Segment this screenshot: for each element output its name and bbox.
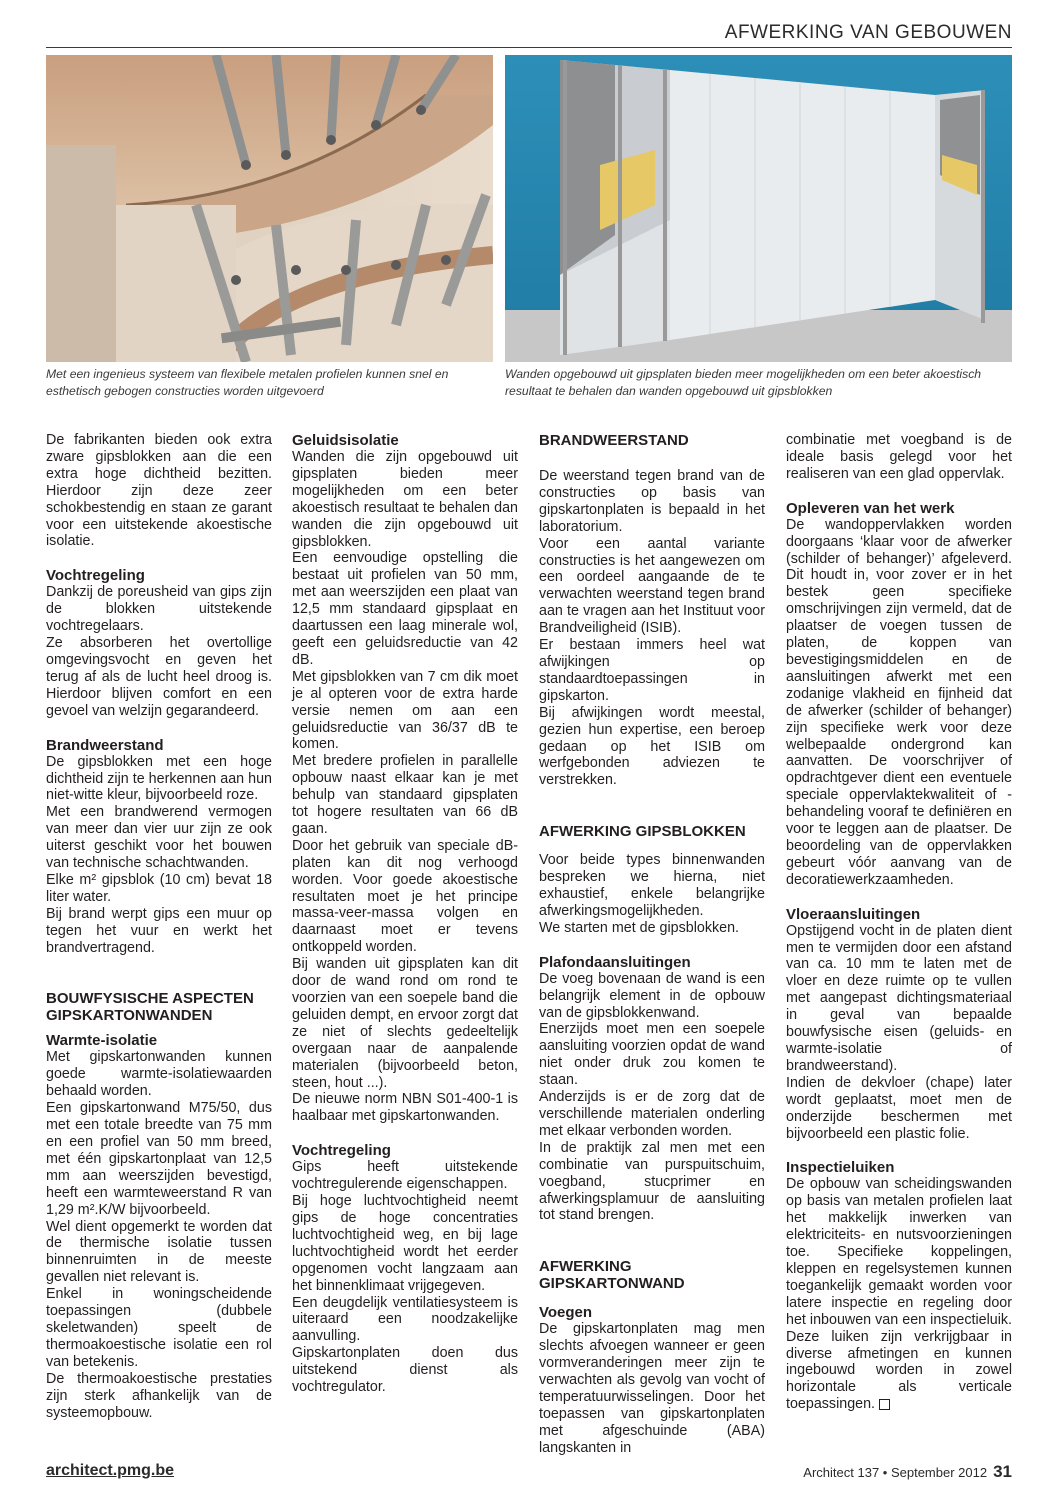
section-heading: BRANDWEERSTAND [539, 432, 689, 449]
paragraph: Gips heeft uitstekende vochtregulerende eigenschappen. [292, 1159, 518, 1193]
paragraph: In de praktijk zal men met een combinatie van purspuitschuim, voegband, stucprimer en afwerkingsplamuur de aansluiting tot stand brengen. [539, 1139, 765, 1224]
paragraph: Voor beide types binnenwanden bespreken we hierna, niet exhaustief, enkele belangrijke afwerkingsmogelijkheden. [539, 852, 765, 919]
subheading: Voegen [539, 1304, 593, 1322]
paragraph: Elke m² gipsblok (10 cm) bevat 18 liter water. [46, 871, 272, 905]
subheading: Geluidsisolatie [292, 432, 399, 449]
paragraph: Dankzij de poreusheid van gips zijn de blokken uitstekende vochtregelaars. [46, 584, 272, 635]
paragraph: De wandoppervlakken worden doorgaans ‘klaar voor de afwerker (schilder of behanger)’ afgeleverd. Dit houdt in, voor zover er in het bestek geen specifieke omschrijvingen zijn vermeld, dat de plaatser de voegen tussen de platen, de koppen van bevestigingsmiddelen en de aansluitingen afwerkt met een zodanige vlakheid en fijnheid dat de afwerker (schilder of behanger) zijn specifieke werk voor deze welbepaalde ondergrond kan aanvatten. De voorschrijver of opdrachtgever dient een eventuele speciale oppervlaktekwaliteit of -behandeling vooraf te definiëren en voor te leggen aan de plaatser. De beoordeling van de oppervlakken gebeurt vóór aanvang van de decoratiewerkzaamheden. [786, 516, 1012, 888]
footer-website-link[interactable]: architect.pmg.be [46, 1462, 175, 1479]
paragraph: Er bestaan immers heel wat afwijkingen op standaardtoepassingen in gipskarton. [539, 637, 765, 704]
paragraph: Bij wanden uit gipsplaten kan dit door de wand rond om rond te voorzien van een soepele band die geluiden dempt, en ervoor zorgt dat ze niet of slechts gedeeltelijk overgaan naar de aanpalende materialen (bijvoorbeeld beton, steen, hout ...). [292, 956, 518, 1091]
paragraph: De weerstand tegen brand van de constructies op basis van gipskartonplaten is bepaald in het laboratorium. [539, 468, 765, 535]
paragraph: Opstijgend vocht in de platen dient men te vermijden door een afstand van ca. 10 mm te laten met de vloer en deze ruimte op te vullen met aangepast dichtingsmateriaal in geval van bepaalde bouwfysische eisen (geluids- en warmte-isolatie of brandweerstand). [786, 922, 1012, 1074]
paragraph: Een deugdelijk ventilatiesysteem is uiteraard een noodzakelijke aanvulling. [292, 1294, 518, 1345]
section-heading: AFWERKING GIPSBLOKKEN [539, 823, 746, 841]
paragraph: combinatie met voegband is de ideale basis gelegd voor het realiseren van een glad oppervlak. [786, 432, 1012, 482]
column-1 [46, 432, 272, 1421]
header-rule [46, 47, 1012, 48]
subheading: Warmte-isolatie [46, 1032, 158, 1050]
end-mark-icon [879, 1399, 890, 1410]
caption-right: Wanden opgebouwd uit gipsplaten bieden meer mogelijkheden om een beter akoestisch resultaat te behalen dan wanden opgebouwd uit gipsblokken [505, 367, 982, 398]
paragraph: Indien de dekvloer (chape) later wordt geplaatst, moet men de onderzijde beschermen met bijvoorbeeld een plastic folie. [786, 1074, 1012, 1142]
subheading: Brandweerstand [46, 736, 164, 754]
subheading: Opleveren van het werk [786, 499, 955, 517]
paragraph: De fabrikanten bieden ook extra zware gipsblokken aan die een extra hoge dichtheid bezitten. Hierdoor zijn deze zeer schokbestendig en staan ze garant voor een uitstekende akoestische isolatie. [46, 432, 272, 550]
subheading: Vloeraansluitingen [786, 905, 921, 923]
paragraph: Enkel in woningscheidende toepassingen (dubbele skeletwanden) speelt de thermoakoestische isolatie een rol van betekenis. [46, 1286, 272, 1370]
issue-info: Architect 137 • September 2012 [803, 1465, 988, 1480]
paragraph: Met bredere profielen in parallelle opbouw naast elkaar kan je met behulp van standaard gipsplaten tot hogere resultaten van 66 dB gaan. [292, 753, 518, 837]
paragraph: Anderzijds is er de zorg dat de verschillende materialen onderling met elkaar verbonden worden. [539, 1089, 765, 1139]
paragraph: Enerzijds moet men een soepele aansluiting voorzien opdat de wand niet onder druk zou komen te staan. [539, 1021, 765, 1089]
column-3 [539, 432, 765, 1457]
column-2 [292, 432, 518, 1396]
page-number: 31 [993, 1462, 1012, 1481]
subheading: Vochtregeling [292, 1142, 391, 1160]
paragraph: We starten met de gipsblokken. [539, 919, 739, 936]
photo-curved-ceiling [46, 55, 493, 362]
paragraph: Wel dient opgemerkt te worden dat de thermische isolatie tussen binnenruimten in de meeste gevallen niet relevant is. [46, 1218, 272, 1286]
paragraph: Bij hoge luchtvochtigheid neemt gips de hoge concentraties luchtvochtigheid weg, en bij lage luchtvochtigheid wordt het eerder opgenomen vocht langzaam aan het binnenklimaat vrijgegeven. [292, 1193, 518, 1294]
subheading: Plafondaansluitingen [539, 953, 691, 971]
paragraph: De thermoakoestische prestaties zijn sterk afhankelijk van de systeemopbouw. [46, 1370, 272, 1421]
footer-issue [803, 1462, 1012, 1482]
section-heading: BOUWFYSISCHE ASPECTEN GIPSKARTONWANDEN [46, 990, 254, 1025]
column-4 [786, 432, 1012, 1413]
photo-drywall-render [505, 55, 1012, 362]
subheading: Vochtregeling [46, 567, 145, 585]
paragraph: Ze absorberen het overtollige omgevingsvocht en geven het terug af als de lucht heel droog is. Hierdoor blijven comfort en een gevoel van welzijn gegarandeerd. [46, 635, 272, 719]
paragraph: Een gipskartonwand M75/50, dus met een totale breedte van 75 mm en een profiel van 50 mm breed, met één gipskartonplaat van 12,5 mm aan weerszijden bevestigd, heeft een warmteweerstand R van 1,29 m².K/W bijvoorbeeld. [46, 1100, 272, 1218]
paragraph: De gipsblokken met een hoge dichtheid zijn te herkennen aan hun niet-witte kleur, bijvoorbeeld roze. [46, 753, 272, 804]
subheading: Inspectieluiken [786, 1159, 895, 1177]
paragraph: Bij brand werpt gips een muur op tegen het vuur en werkt het brandvertragend. [46, 905, 272, 956]
paragraph: Met gipsblokken van 7 cm dik moet je al opteren voor de extra harde versie nemen om aan een geluidsreductie van 36/37 dB te komen. [292, 668, 518, 753]
paragraph: Voor een aantal variante constructies is het aangewezen om een oordeel aangaande de te verwachten weerstand tegen brand aan te vragen aan het Instituut voor Brandveiligheid (ISIB). [539, 535, 765, 637]
paragraph: Met een brandwerend vermogen van meer dan vier uur zijn ze ook uiterst geschikt voor het bouwen van technische schachtwanden. [46, 804, 272, 872]
paragraph-text: De opbouw van scheidingswanden op basis van metalen profielen laat het makkelijk inwerken van elektriciteits- en nutsvoorzieningen toe. Specifieke koppelingen, kleppen en regelsystemen kunnen toegankelijk gemaakt worden voor latere inspectie en regeling door het inbouwen van een inspectieluik. Deze luiken zijn verkrijgbaar in diverse afmetingen en kunnen ingebouwd worden in zowel horizontale als verticale toepassingen. [786, 1176, 1012, 1413]
paragraph: De voeg bovenaan de wand is een belangrijk element in de opbouw van de gipsblokkenwand. [539, 970, 765, 1021]
caption-left: Met een ingenieus systeem van flexibele metalen profielen kunnen snel en esthetisch gebogen constructies worden uitgevoerd [46, 367, 449, 398]
paragraph: Door het gebruik van speciale dB-platen kan dit nog verhoogd worden. Voor goede akoestische resultaten moet je het principe massa-veer-massa volgen en daarnaast moet er tevens ontkoppeld worden. [292, 837, 518, 956]
paragraph: Gipskartonplaten doen dus uitstekend dienst als vochtregulator. [292, 1345, 518, 1396]
paragraph [786, 1176, 1012, 1413]
section-title: AFWERKING VAN GEBOUWEN [724, 22, 1012, 43]
paragraph: Een eenvoudige opstelling die bestaat uit profielen van 50 mm, met aan weerszijden een plaat van 12,5 mm standaard gipsplaat en daartussen een laag minerale wol, geeft een geluidsreductie van 42 dB. [292, 550, 518, 668]
section-heading: AFWERKING GIPSKARTONWAND [539, 1258, 685, 1293]
paragraph: Met gipskartonwanden kunnen goede warmte-isolatiewaarden behaald worden. [46, 1049, 272, 1100]
paragraph: De gipskartonplaten mag men slechts afvoegen wanneer er geen vormveranderingen meer zijn te verwachten als gevolg van vocht of temperatuurwisselingen. Door het toepassen van gipskartonplaten met afgeschuinde (ABA) langskanten in [539, 1321, 765, 1456]
paragraph: Wanden die zijn opgebouwd uit gipsplaten bieden meer mogelijkheden om een beter akoestisch resultaat te behalen dan wanden die zijn opgebouwd uit gipsblokken. [292, 449, 518, 550]
paragraph: Bij afwijkingen wordt meestal, gezien hun expertise, een beroep gedaan op het ISIB om werfgebonden adviezen te verstrekken. [539, 704, 765, 789]
paragraph: De nieuwe norm NBN S01-400-1 is haalbaar met gipskartonwanden. [292, 1091, 518, 1125]
